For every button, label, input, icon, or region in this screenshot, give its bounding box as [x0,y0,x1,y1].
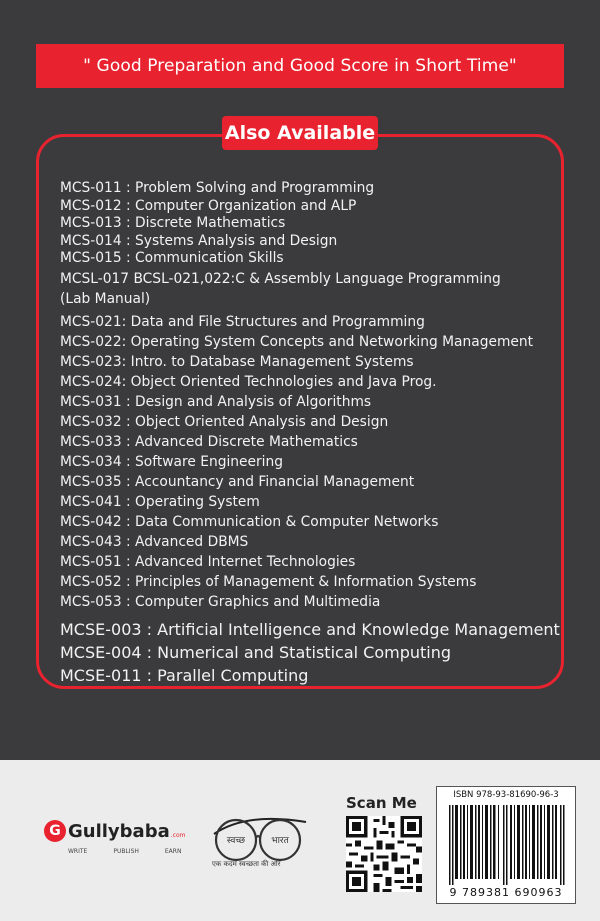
list-item: MCS-034 : Software Engineering [60,453,284,470]
barcode-icon [447,805,567,885]
list-item: MCSL-017 BCSL-021,022:C & Assembly Language Programming (Lab Manual) [60,270,501,307]
tagline-banner: " Good Preparation and Good Score in Short Time" [36,44,564,88]
swachh-left-text: स्वच्छ [226,836,246,846]
list-item: MCS-014 : Systems Analysis and Design [60,232,338,249]
isbn-barcode [436,786,576,904]
list-item: MCS-011 : Problem Solving and Programming [60,180,375,196]
barcode-number: 9 789381 690963 [449,886,563,899]
list-item: MCS-035 : Accountancy and Financial Management [60,473,415,490]
list-item: MCS-041 : Operating System [60,493,260,510]
list-item: MCS-043 : Advanced DBMS [60,533,249,550]
list-item: MCS-051 : Advanced Internet Technologies [60,553,356,570]
list-item: MCS-021: Data and File Structures and Programming [60,313,425,330]
swachh-tagline: एक कदम स्वच्छता की ओर [212,860,281,868]
gullybaba-logo [44,820,185,842]
title-list [60,180,560,687]
list-item: MCSE-011 : Parallel Computing [60,665,309,685]
list-item: MCS-052 : Principles of Management & Information Systems [60,573,477,590]
swachh-bharat-glasses-icon [206,808,316,868]
list-item: MCS-053 : Computer Graphics and Multimedia [60,593,381,610]
list-item: MCS-042 : Data Communication & Computer Networks [60,513,439,530]
qr-code-icon [346,816,422,892]
gullybaba-g-icon: G [44,820,66,842]
scan-me-label: Scan Me [346,794,417,812]
list-item: MCS-032 : Object Oriented Analysis and Design [60,413,389,430]
footer-band [0,760,600,921]
list-item: MCS-022: Operating System Concepts and Networking Management [60,333,534,350]
list-item: MCS-033 : Advanced Discrete Mathematics [60,433,358,450]
list-item: MCS-013 : Discrete Mathematics [60,215,286,232]
list-item: MCS-023: Intro. to Database Management Systems [60,353,414,370]
isbn-text: ISBN 978-93-81690-96-3 [453,790,559,800]
list-item: MCS-012 : Computer Organization and ALP [60,197,357,214]
list-item: MCS-031 : Design and Analysis of Algorithms [60,393,372,410]
list-item: MCS-024: Object Oriented Technologies and Java Prog. [60,373,437,390]
list-item: MCSE-004 : Numerical and Statistical Computing [60,642,452,662]
brand-subline: WRITE PUBLISH EARN [68,848,182,855]
brand-name: Gullybaba [68,820,170,842]
also-available-heading: Also Available [222,116,378,150]
brand-suffix: .com [170,832,186,839]
list-item: MCS-015 : Communication Skills [60,250,284,267]
swachh-right-text: भारत [271,836,289,846]
list-item: MCSE-003 : Artificial Intelligence and Knowledge Management [60,619,560,639]
